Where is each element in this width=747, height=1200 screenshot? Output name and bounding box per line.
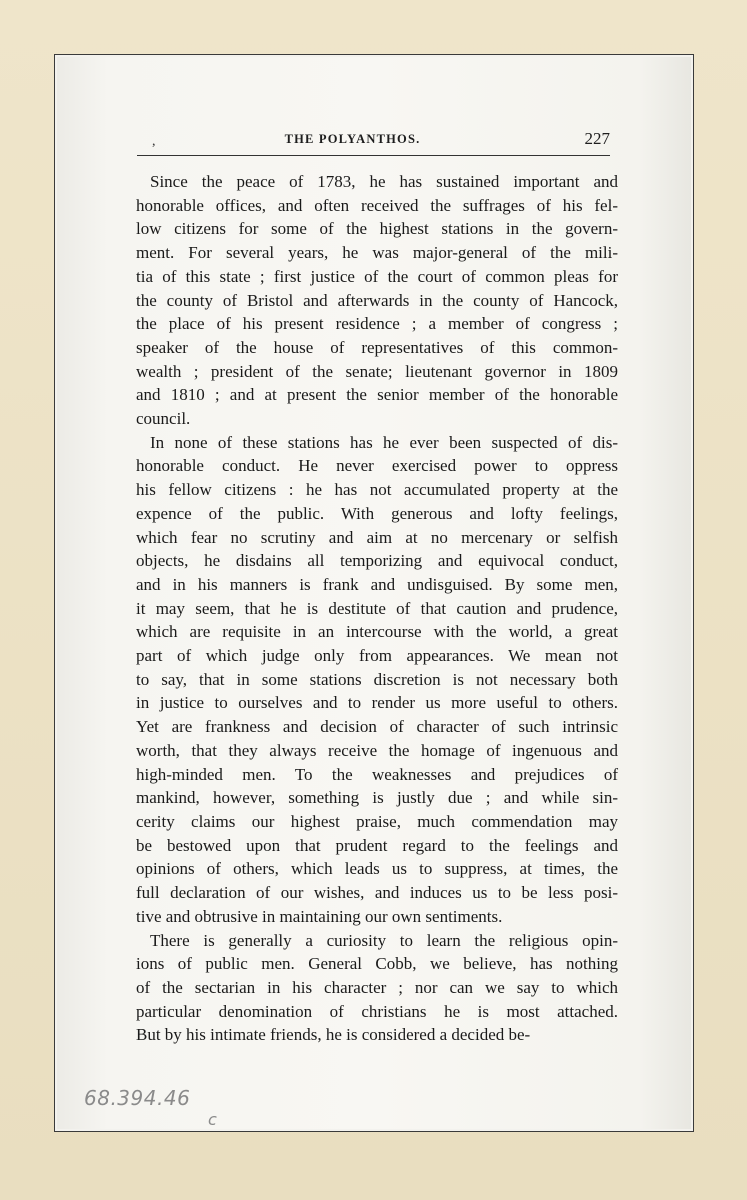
text-line: be bestowed upon that prudent regard to the feelings and [136,835,618,855]
header-rule [137,155,610,156]
running-title: THE POLYANTHOS. [284,132,421,146]
paragraph [136,929,618,1048]
text-line: honorable conduct. He never exercised power to oppress [136,456,618,476]
text-line: particular denomination of christians he is most attached. [136,1001,618,1021]
text-line: and in his manners is frank and undisguised. By some men, [136,574,618,594]
text-line: worth, that they always receive the homage of ingenuous and [136,740,618,760]
text-line: mankind, however, something is justly due ; and while sin- [136,788,618,808]
text-line: high-minded men. To the weaknesses and prejudices of [136,764,618,784]
text-line: There is generally a curiosity to learn the religious opin- [150,930,618,950]
catalog-number: 68.394.46 [84,1086,191,1110]
text-line: the county of Bristol and afterwards in the county of Hancock, [136,290,618,310]
text-line: speaker of the house of representatives of this common- [136,337,618,357]
text-line: Since the peace of 1783, he has sustained important and [150,172,618,191]
text-line: full declaration of our wishes, and induces us to be less posi- [136,883,618,903]
text-line: which are requisite in an intercourse with the world, a great [136,622,618,642]
text-line: the place of his present residence ; a member of congress ; [136,314,618,334]
text-line: of the sectarian in his character ; nor can we say to which [136,977,618,997]
header-mark: , [152,134,156,149]
text-line: it may seem, that he is destitute of that caution and prudence, [136,598,618,618]
page-number: 227 [584,129,610,148]
text-line: opinions of others, which leads us to suppress, at times, the [136,859,618,879]
text-line: in justice to ourselves and to render us more useful to others. [136,693,618,713]
text-line: low citizens for some of the highest stations in the govern- [136,219,618,239]
text-line: honorable offices, and often received the suffrages of his fel- [136,195,618,215]
paragraph [136,170,618,431]
text-line: ment. For several years, he was major-general of the mili- [136,243,618,263]
text-line: cerity claims our highest praise, much commendation may [136,811,618,831]
text-line: objects, he disdains all temporizing and equivocal conduct, [136,551,618,571]
page-header [80,128,625,152]
text-line: wealth ; president of the senate; lieutenant governor in 1809 [136,361,618,381]
catalog-suffix: c [208,1110,217,1129]
text-line: tive and obtrusive in maintaining our own sentiments. [136,906,503,926]
text-line: his fellow citizens : he has not accumulated property at the [136,480,618,500]
text-line: council. [136,409,191,429]
paragraph [136,431,618,929]
text-line: part of which judge only from appearances. We mean not [136,646,618,666]
text-line: But by his intimate friends, he is considered a decided be- [136,1025,531,1045]
text-line: Yet are frankness and decision of character of such intrinsic [136,717,618,737]
text-line: In none of these stations has he ever been suspected of dis- [150,432,618,452]
text-line: which fear no scrutiny and aim at no mercenary or selfish [136,527,618,547]
text-line: ions of public men. General Cobb, we believe, has nothing [136,954,618,974]
text-line: tia of this state ; first justice of the court of common pleas for [136,266,618,286]
text-line: expence of the public. With generous and lofty feelings, [136,503,618,523]
body-text [136,170,618,1047]
text-line: to say, that in some stations discretion is not necessary both [136,669,618,689]
text-line: and 1810 ; and at present the senior member of the honorable [136,385,618,405]
